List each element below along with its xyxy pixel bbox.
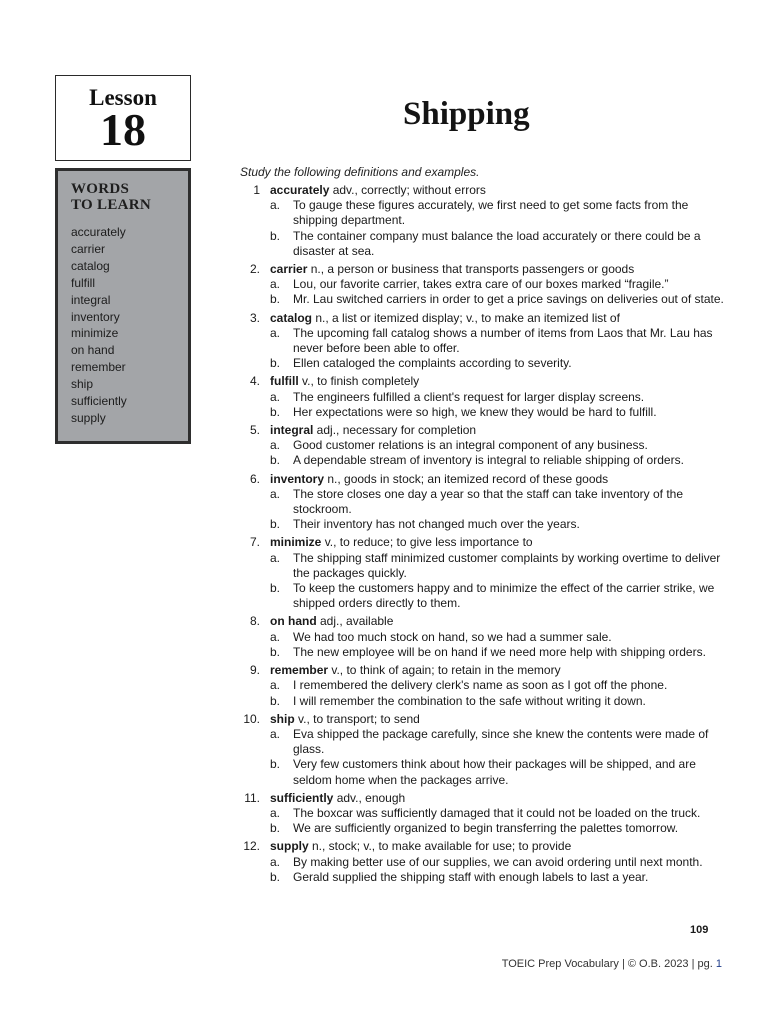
example-letter: b. (270, 693, 281, 708)
entry-word: catalog (270, 310, 313, 325)
entry-word: inventory (270, 471, 325, 486)
example-text: Her expectations were so high, we knew they would be hard to fulfill. (293, 404, 657, 419)
word-item: on hand (71, 343, 115, 358)
entry-number: 8. (249, 614, 260, 629)
entry-example (236, 757, 726, 787)
entry-example (236, 727, 726, 757)
entry-example (236, 821, 726, 836)
example-text: The store closes one day a year so that the staff can take inventory of the stockroom. (293, 486, 684, 517)
example-letter: b. (270, 453, 281, 468)
word-item: carrier (71, 241, 106, 256)
example-text: Eva shipped the package carefully, since she knew the contents were made of glass. (293, 726, 709, 757)
word-item: supply (71, 410, 106, 425)
entry-example (236, 870, 726, 885)
entry-word: remember (270, 663, 329, 678)
entry-head (236, 791, 726, 806)
lesson-number: 18 (100, 104, 146, 155)
entry-word: supply (270, 839, 309, 854)
entry-word: minimize (270, 535, 322, 550)
words-to-learn-title (71, 181, 188, 213)
entry-word: carrier (270, 262, 308, 277)
page-title: Shipping (403, 96, 530, 132)
entry-word: accurately (270, 183, 330, 197)
word-item: fulfill (71, 275, 96, 290)
vocab-entry (236, 472, 726, 533)
entry-example (236, 229, 726, 259)
entry-definition: adj., necessary for completion (313, 423, 477, 438)
entry-word: integral (270, 423, 314, 438)
entry-definition: adj., available (316, 614, 394, 629)
entry-example (236, 678, 726, 693)
lesson-label: Lesson (89, 85, 157, 110)
words-title-line1: WORDS (71, 181, 130, 197)
vocab-entry (236, 839, 726, 885)
entry-definition: v., to think of again; to retain in the memory (328, 663, 561, 678)
example-letter: a. (270, 854, 281, 869)
entry-word: fulfill (270, 374, 299, 389)
word-item: sufficiently (71, 394, 127, 409)
example-letter: b. (270, 292, 281, 307)
entry-head (236, 614, 726, 629)
example-letter: a. (270, 486, 281, 501)
entry-head (236, 183, 726, 198)
vocab-entry (236, 791, 726, 837)
entry-head (236, 311, 726, 326)
entry-example (236, 292, 726, 307)
entry-head (236, 423, 726, 438)
word-item: inventory (71, 309, 120, 324)
example-letter: a. (270, 629, 281, 644)
example-text: Mr. Lau switched carriers in order to get a price savings on deliveries out of state. (293, 292, 724, 307)
vocab-entry (236, 183, 726, 259)
example-letter: b. (270, 228, 281, 243)
word-item: remember (71, 360, 126, 375)
entry-word: on hand (270, 614, 317, 629)
word-item: ship (71, 377, 94, 392)
example-letter: a. (270, 805, 281, 820)
words-to-learn-panel (55, 168, 191, 444)
example-letter: b. (270, 869, 281, 884)
example-text: I will remember the combination to the safe without writing it down. (293, 693, 646, 708)
footer-text: TOEIC Prep Vocabulary | © O.B. 2023 | pg. (501, 958, 716, 970)
entry-number: 2. (249, 262, 260, 277)
entry-definition: v., to reduce; to give less importance to (321, 535, 533, 550)
vocab-entry (236, 535, 726, 611)
entry-head (236, 663, 726, 678)
example-text: The new employee will be on hand if we need more help with shipping orders. (293, 644, 706, 659)
entry-number: 4. (249, 374, 260, 389)
entry-example (236, 438, 726, 453)
entry-number: 7. (249, 535, 260, 550)
words-title-line2: TO LEARN (71, 197, 152, 213)
example-text: Lou, our favorite carrier, takes extra care of our boxes marked “fragile.” (293, 277, 669, 292)
lesson-box (55, 75, 191, 161)
entry-example (236, 326, 726, 356)
example-text: By making better use of our supplies, we can avoid ordering until next month. (293, 854, 703, 869)
vocab-entry (236, 614, 726, 660)
entry-number: 11. (244, 790, 260, 805)
entry-definition: n., stock; v., to make available for use; to provide (308, 839, 572, 854)
example-text: We had too much stock on hand, so we had a summer sale. (293, 629, 612, 644)
footer (502, 958, 722, 970)
entry-head (236, 374, 726, 389)
entry-head (236, 472, 726, 487)
entry-head (236, 839, 726, 854)
entry-example (236, 806, 726, 821)
entry-head (236, 262, 726, 277)
example-text: Good customer relations is an integral component of any business. (293, 438, 648, 453)
example-letter: b. (270, 356, 281, 371)
example-text: To keep the customers happy and to minimize the effect of the carrier strike, we shipped orders directly to them. (293, 581, 715, 611)
entry-example (236, 581, 726, 611)
word-item: integral (71, 292, 111, 307)
entry-head (236, 712, 726, 727)
example-text: A dependable stream of inventory is integral to reliable shipping of orders. (293, 453, 684, 468)
vocab-entry (236, 663, 726, 709)
word-item: accurately (71, 225, 126, 239)
entry-example (236, 198, 726, 228)
entry-number: 10. (243, 711, 260, 726)
entry-word: sufficiently (270, 790, 334, 805)
entry-example (236, 487, 726, 517)
words-list (71, 224, 188, 427)
vocab-entry (236, 374, 726, 420)
entry-number: 9. (249, 663, 260, 678)
example-text: I remembered the delivery clerk's name as soon as I got off the phone. (293, 678, 668, 693)
vocab-entry (236, 262, 726, 308)
entry-example (236, 356, 726, 371)
book-page-number: 109 (690, 924, 709, 936)
entry-example (236, 453, 726, 468)
vocab-entry (236, 311, 726, 372)
example-letter: b. (270, 581, 281, 596)
example-letter: a. (270, 277, 281, 292)
example-letter: a. (270, 325, 281, 340)
intro-text: Study the following definitions and examples. (240, 165, 480, 179)
example-letter: a. (270, 726, 281, 741)
vocabulary-entries (236, 183, 726, 888)
entry-head (236, 535, 726, 550)
entry-example (236, 390, 726, 405)
entry-example (236, 645, 726, 660)
entry-definition: adv., enough (333, 790, 406, 805)
word-item: catalog (71, 258, 110, 273)
entry-number: 3. (249, 310, 260, 325)
example-text: Ellen cataloged the complaints according to severity. (293, 356, 572, 371)
entry-definition: n., a list or itemized display; v., to make an itemized list of (312, 310, 620, 325)
example-text: Gerald supplied the shipping staff with enough labels to last a year. (293, 869, 649, 884)
example-text: The shipping staff minimized customer complaints by working overtime to deliver the packages quickly. (293, 550, 721, 580)
example-letter: a. (270, 198, 281, 213)
example-text: The container company must balance the load accurately or there could be a disaster at sea. (293, 228, 701, 258)
example-letter: b. (270, 757, 281, 772)
entry-number: 6. (249, 471, 260, 486)
example-text: The engineers fulfilled a client's request for larger display screens. (293, 389, 645, 404)
example-letter: a. (270, 678, 281, 693)
example-text: To gauge these figures accurately, we first need to get some facts from the shipping department. (293, 198, 689, 228)
entry-example (236, 551, 726, 581)
example-letter: a. (270, 438, 281, 453)
entry-number: 12. (243, 839, 260, 854)
word-item: minimize (71, 326, 119, 341)
example-text: We are sufficiently organized to begin transferring the palettes tomorrow. (293, 821, 679, 836)
entry-number: 5. (249, 423, 260, 438)
vocab-entry (236, 712, 726, 788)
footer-page: 1 (715, 958, 722, 970)
entry-example (236, 405, 726, 420)
entry-definition: n., a person or business that transports passengers or goods (307, 262, 635, 277)
entry-word: ship (270, 711, 295, 726)
example-text: The upcoming fall catalog shows a number of items from Laos that Mr. Lau has never before been able to offer. (293, 325, 713, 356)
entry-example (236, 694, 726, 709)
vocab-entry (236, 423, 726, 469)
entry-definition: v., to transport; to send (294, 711, 420, 726)
entry-example (236, 630, 726, 645)
example-text: Their inventory has not changed much over the years. (293, 517, 580, 532)
example-letter: b. (270, 644, 281, 659)
entry-definition: n., goods in stock; an itemized record of these goods (324, 471, 609, 486)
example-letter: b. (270, 517, 281, 532)
example-text: Very few customers think about how their packages will be shipped, and are seldom home when the packages arrive. (293, 757, 696, 787)
entry-definition: adv., correctly; without errors (329, 183, 486, 197)
entry-number: 1 (253, 183, 260, 197)
entry-example (236, 517, 726, 532)
entry-example (236, 855, 726, 870)
entry-definition: v., to finish completely (298, 374, 420, 389)
example-letter: b. (270, 404, 281, 419)
entry-example (236, 277, 726, 292)
example-letter: b. (270, 821, 281, 836)
example-letter: a. (270, 389, 281, 404)
example-text: The boxcar was sufficiently damaged that it could not be loaded on the truck. (293, 805, 701, 820)
example-letter: a. (270, 550, 281, 565)
